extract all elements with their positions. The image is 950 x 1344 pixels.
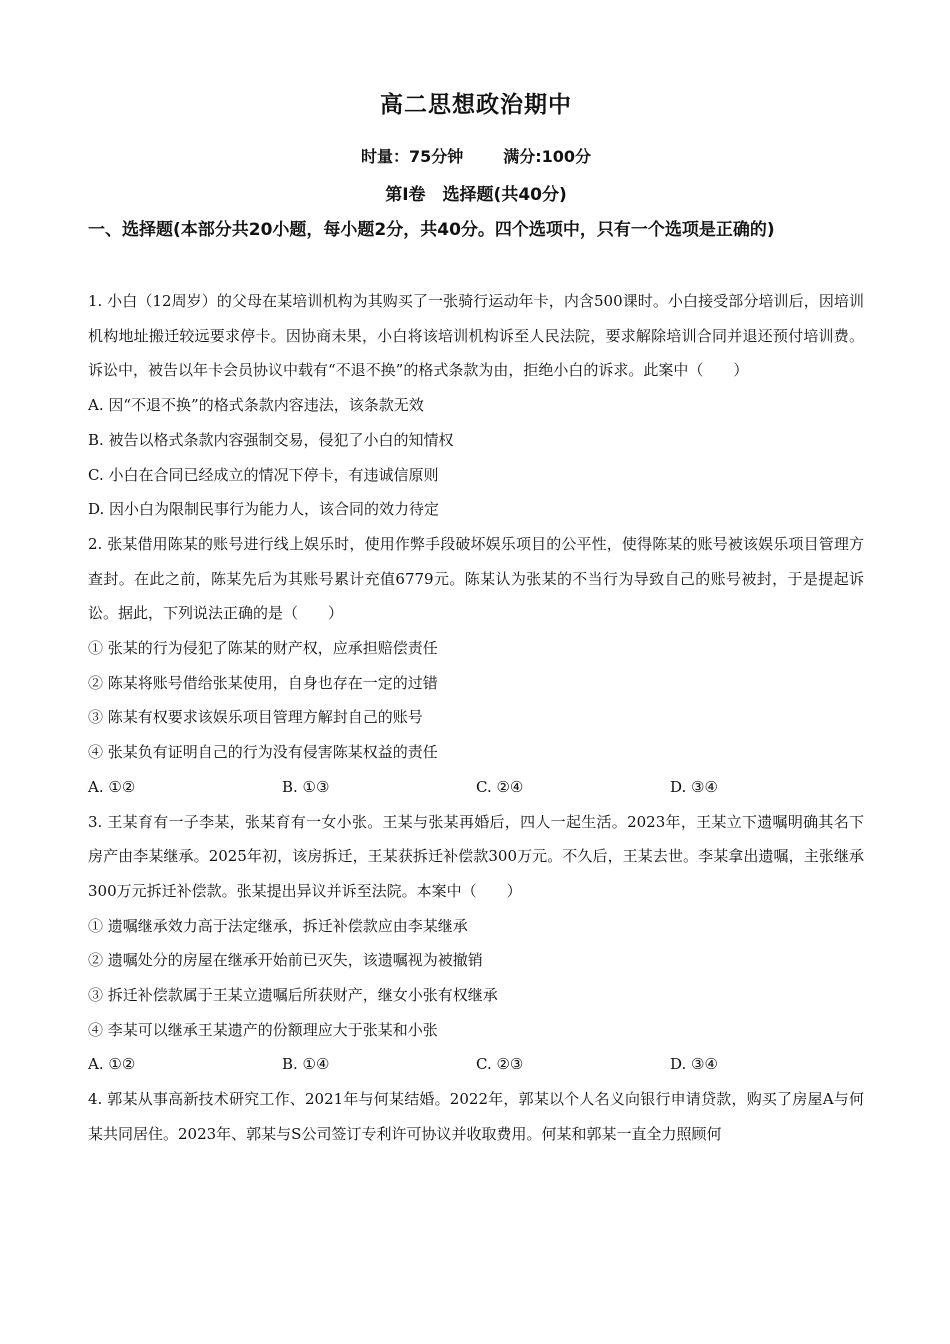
- question-3-option-b: B. ①④: [282, 1055, 330, 1074]
- exam-score: 满分:100分: [503, 147, 592, 166]
- question-2-item-1: ① 张某的行为侵犯了陈某的财产权，应承担赔偿责任: [88, 639, 438, 658]
- question-2-option-d: D. ③④: [670, 777, 718, 796]
- question-3-option-d: D. ③④: [670, 1055, 718, 1074]
- question-3-option-c: C. ②③: [476, 1055, 524, 1074]
- question-3-item-4: ④ 李某可以继承王某遗产的份额理应大于张某和小张: [88, 1020, 438, 1039]
- question-2-item-4: ④ 张某负有证明自己的行为没有侵害陈某权益的责任: [88, 743, 438, 762]
- question-2-stem: 2. 张某借用陈某的账号进行线上娱乐时，使用作弊手段破坏娱乐项目的公平性，使得陈某的账号被该娱乐项目管理方查封。在此之前，陈某先后为其账号累计充值6779元。陈某认为张某的不当行为导致自己的账号被封，于是提起诉讼。据此，下列说法正确的是（ ）: [88, 534, 864, 623]
- section-instruction: 一、选择题(本部分共20小题，每小题2分，共40分。四个选项中，只有一个选项是正确的): [88, 220, 775, 240]
- question-2-item-2: ② 陈某将账号借给张某使用，自身也存在一定的过错: [88, 673, 438, 692]
- page-title: 高二思想政治期中: [380, 92, 572, 118]
- question-3-option-a: A. ①②: [88, 1055, 136, 1074]
- exam-meta: [88, 144, 864, 167]
- question-4-stem: 4. 郭某从事高新技术研究工作、2021年与何某结婚。2022年，郭某以个人名义向银行申请贷款，购买了房屋A与何某共同居住。2023年、郭某与S公司签订专利许可协议并收取费用。何某和郭某一直全力照顾何: [88, 1090, 864, 1143]
- question-3-stem: 3. 王某育有一子李某，张某育有一女小张。王某与张某再婚后，四人一起生活。2023年，王某立下遗嘱明确其名下房产由李某继承。2025年初，该房拆迁，王某获拆迁补偿款300万元。不久后，王某去世。李某拿出遗嘱，主张继承300万元拆迁补偿款。张某提出异议并诉至法院。本案中（ ）: [88, 812, 864, 900]
- question-2-options: [88, 770, 864, 805]
- question-3-item-2: ② 遗嘱处分的房屋在继承开始前已灭失，该遗嘱视为被撤销: [88, 951, 483, 970]
- question-1-option-a: A. 因“不退不换”的格式条款内容违法，该条款无效: [88, 396, 424, 415]
- question-list: [88, 284, 864, 1152]
- question-1-stem: 1. 小白（12周岁）的父母在某培训机构为其购买了一张骑行运动年卡，内含500课时。小白接受部分培训后，因培训机构地址搬迁较远要求停卡。因协商未果，小白将该培训机构诉至人民法院，要求解除培训合同并退还预付培训费。诉讼中，被告以年卡会员协议中载有“不退不换”的格式条款为由，拒绝小白的诉求。此案中（ ）: [88, 292, 864, 380]
- question-3-item-1: ① 遗嘱继承效力高于法定继承，拆迁补偿款应由李某继承: [88, 916, 468, 935]
- question-2-item-3: ③ 陈某有权要求该娱乐项目管理方解封自己的账号: [88, 708, 423, 727]
- section-heading: 第Ⅰ卷 选择题(共40分): [385, 185, 567, 205]
- question-2-option-b: B. ①③: [282, 777, 330, 796]
- question-2-option-a: A. ①②: [88, 777, 136, 796]
- question-1-option-d: D. 因小白为限制民事行为能力人，该合同的效力待定: [88, 500, 440, 519]
- question-1-option-b: B. 被告以格式条款内容强制交易，侵犯了小白的知情权: [88, 430, 454, 449]
- question-3-options: [88, 1047, 864, 1082]
- question-1-option-c: C. 小白在合同已经成立的情况下停卡，有违诚信原则: [88, 465, 439, 484]
- exam-time: 时量：75分钟: [360, 147, 464, 166]
- question-2-option-c: C. ②④: [476, 777, 524, 796]
- question-3-item-3: ③ 拆迁补偿款属于王某立遗嘱后所获财产，继女小张有权继承: [88, 986, 498, 1005]
